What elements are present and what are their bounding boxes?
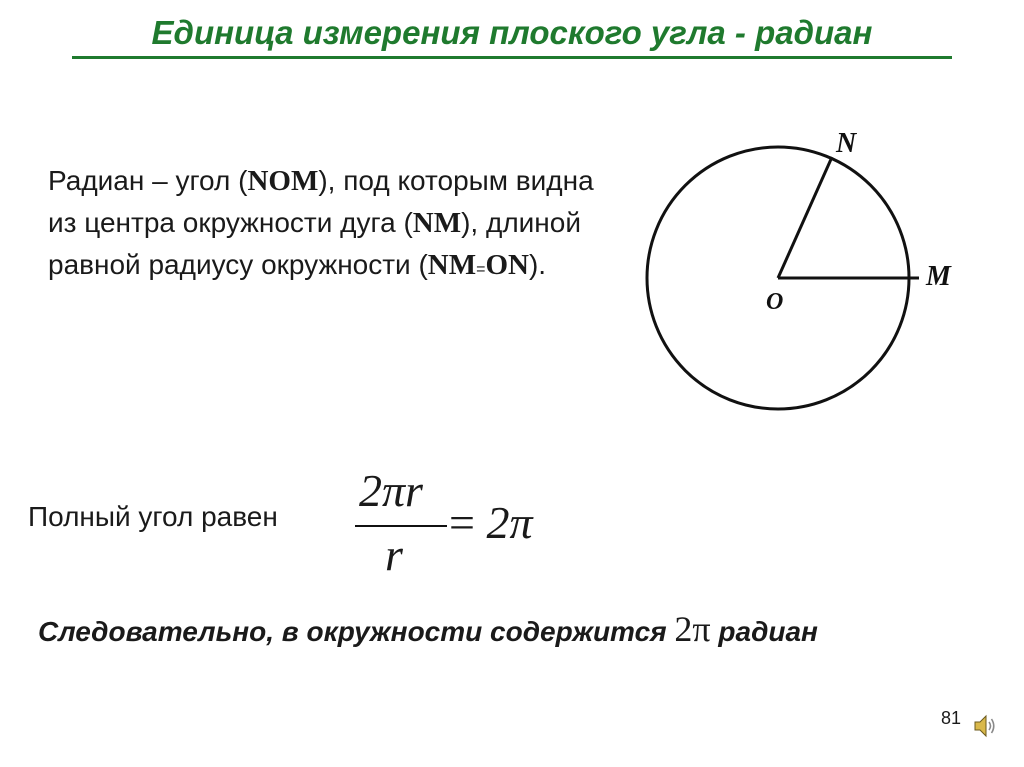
definition-angle-label: NOM xyxy=(247,165,319,197)
point-n-label: N xyxy=(836,128,857,159)
formula-numerator: 2πr xyxy=(359,465,423,516)
point-m-label: M xyxy=(926,261,951,292)
slide-title: Единица измерения плоского угла - радиан xyxy=(151,14,873,51)
radian-definition xyxy=(48,160,623,291)
radius-on xyxy=(778,157,832,278)
formula-rhs xyxy=(449,496,533,549)
definition-text-4: ). xyxy=(528,249,547,280)
fraction-bar xyxy=(355,525,447,527)
full-angle-label: Полный угол равен xyxy=(28,501,278,532)
formula-equals: = xyxy=(449,497,475,548)
formula-denominator: r xyxy=(385,529,403,580)
definition-text-2: ), под которым видна из центра окружности дуга ( xyxy=(48,165,594,238)
definition-arc-label: NM xyxy=(412,207,462,239)
conclusion-value: 2π xyxy=(674,609,711,649)
definition-eq-sign: = xyxy=(476,261,486,278)
circle-diagram xyxy=(640,125,970,425)
full-angle-formula xyxy=(345,464,565,594)
speaker-icon[interactable] xyxy=(972,713,998,739)
page-number: 81 xyxy=(941,708,962,728)
formula-result: 2π xyxy=(486,497,533,548)
conclusion xyxy=(38,608,818,650)
conclusion-text-before: Следовательно, в окружности содержится xyxy=(38,616,675,647)
definition-eq-right: ON xyxy=(485,249,529,281)
definition-text-3: ), длиной равной радиусу окружности ( xyxy=(48,207,581,280)
title-underline xyxy=(72,56,952,59)
definition-text-1: Радиан – угол ( xyxy=(48,165,248,196)
definition-eq-left: NM xyxy=(427,249,477,281)
conclusion-text-after: радиан xyxy=(710,616,818,647)
point-o-label: O xyxy=(766,289,784,315)
